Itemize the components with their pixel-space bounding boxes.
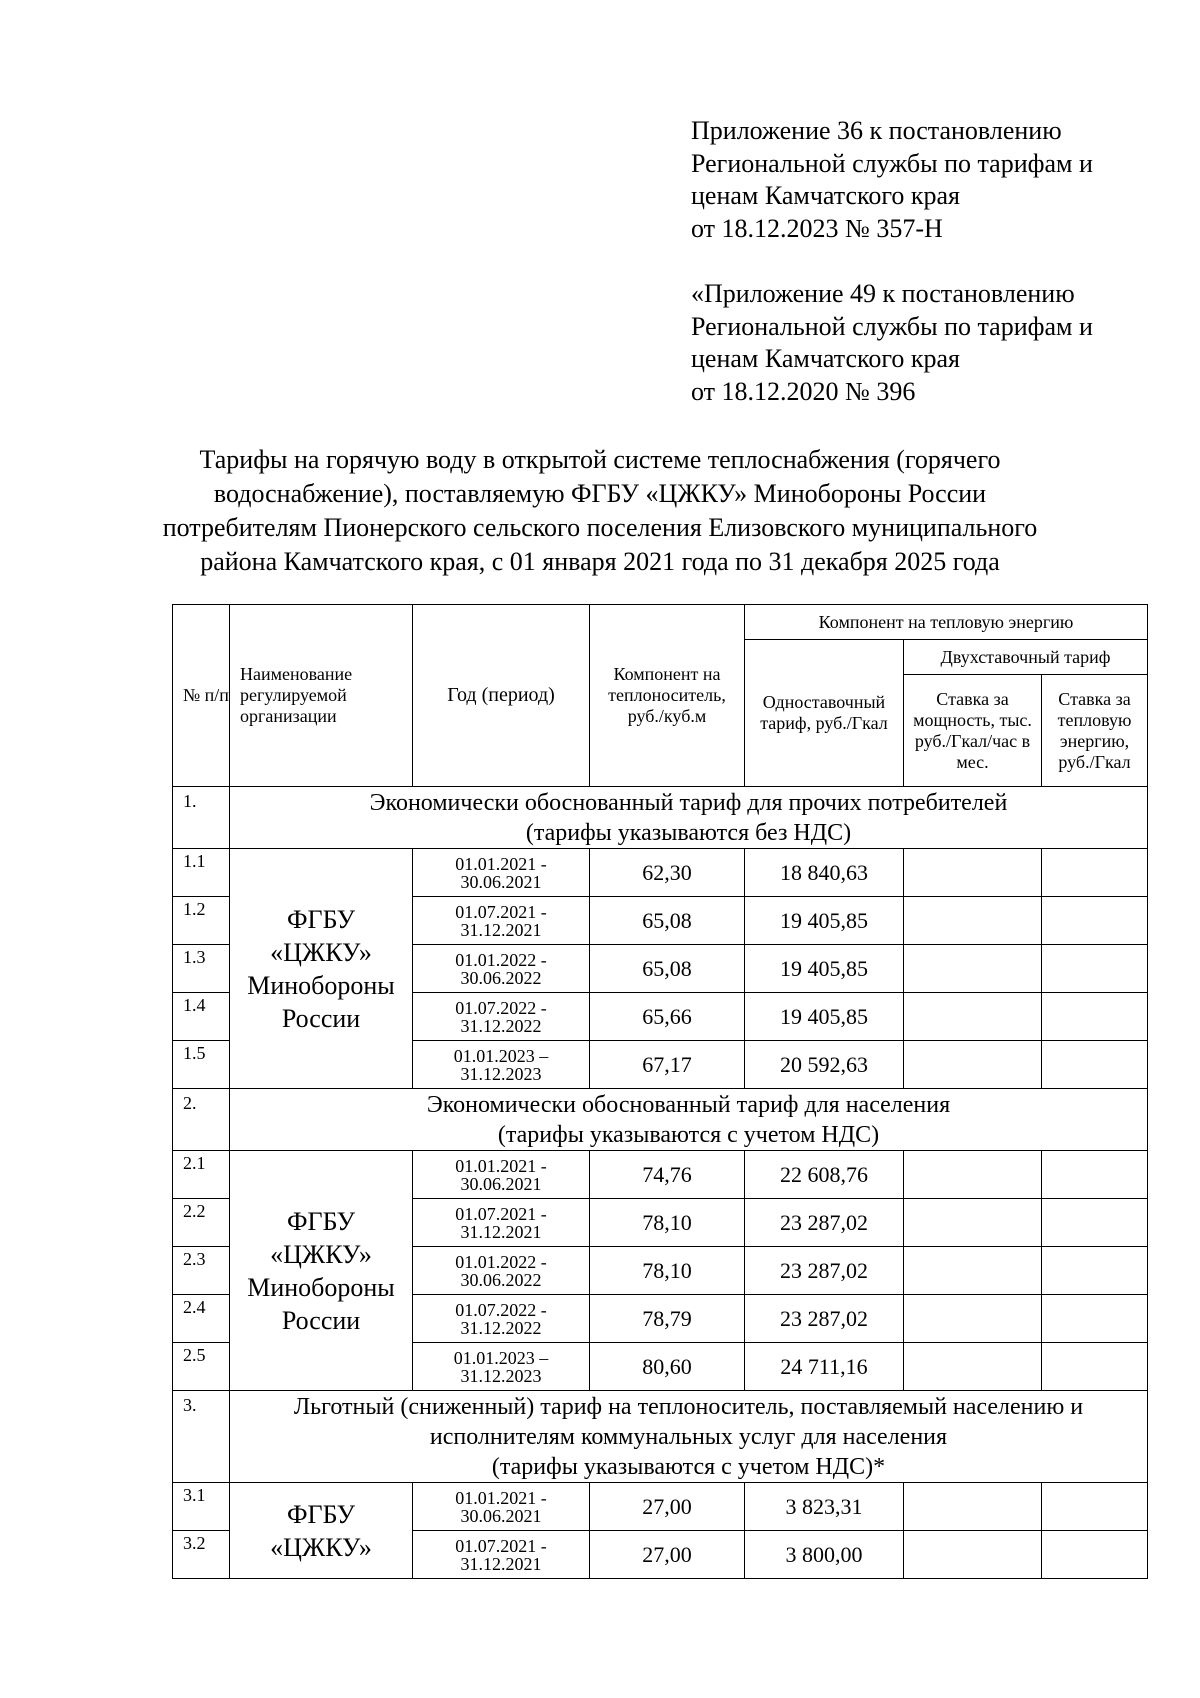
organization-name-line: России: [281, 1305, 361, 1335]
energy-rate-value: [1042, 1041, 1148, 1089]
section-title-line: (тарифы указываются без НДС): [525, 819, 852, 846]
header-org: Наименование регулируемой организации: [230, 605, 413, 787]
period-cell: [413, 1343, 590, 1391]
row-number: 3.1: [173, 1483, 230, 1531]
table-row: [173, 1483, 1148, 1531]
title-line: района Камчатского края, с 01 января 2021 года по 31 декабря 2025 года: [200, 547, 1000, 576]
appendix-line: от 18.12.2023 № 357-Н: [691, 213, 943, 243]
appendix-line: от 18.12.2020 № 396: [691, 376, 916, 406]
energy-rate-value: [1042, 1483, 1148, 1531]
tariff-table: [172, 604, 1148, 1579]
single-rate-value: 3 800,00: [745, 1531, 904, 1579]
header-thermal-group: Компонент на тепловую энергию: [745, 605, 1148, 640]
section-title: [230, 787, 1148, 849]
organization-name-line: «ЦЖКУ»: [270, 1532, 372, 1562]
capacity-rate-value: [904, 1151, 1042, 1199]
period-line: 30.06.2021: [460, 871, 542, 892]
section-header-row: [173, 1089, 1148, 1151]
appendix-line: ценам Камчатского края: [691, 181, 960, 210]
appendix-line: Региональной службы по тарифам и: [691, 148, 1093, 178]
appendix-line: «Приложение 49 к постановлению: [691, 279, 1075, 308]
appendix-line: Приложение 36 к постановлению: [691, 116, 1062, 145]
table-row: [173, 849, 1148, 897]
period-line: 31.12.2021: [460, 1221, 542, 1242]
period-line: 01.01.2021 -: [455, 1155, 547, 1176]
coolant-value: 65,08: [590, 897, 745, 945]
period-line: 01.07.2021 -: [455, 1535, 547, 1556]
section-title-line: Экономически обоснованный тариф для населения: [426, 1091, 951, 1118]
organization-name-line: Минобороны: [247, 970, 395, 1000]
capacity-rate-value: [904, 1531, 1042, 1579]
header-num: № п/п: [173, 605, 230, 787]
row-number: 1.3: [173, 945, 230, 993]
row-number: 2.5: [173, 1343, 230, 1391]
period-line: 01.07.2022 -: [455, 1299, 547, 1320]
row-number: 2.1: [173, 1151, 230, 1199]
coolant-value: 67,17: [590, 1041, 745, 1089]
row-number: 1.5: [173, 1041, 230, 1089]
capacity-rate-value: [904, 1041, 1042, 1089]
section-title-line: Экономически обоснованный тариф для прочих потребителей: [369, 789, 1008, 816]
row-number: 3.2: [173, 1531, 230, 1579]
row-number: 2.2: [173, 1199, 230, 1247]
capacity-rate-value: [904, 897, 1042, 945]
capacity-rate-value: [904, 1247, 1042, 1295]
coolant-value: 65,08: [590, 945, 745, 993]
section-title: [230, 1391, 1148, 1483]
energy-rate-value: [1042, 945, 1148, 993]
coolant-value: 65,66: [590, 993, 745, 1041]
organization-name-line: ФГБУ: [287, 904, 355, 934]
period-cell: [413, 993, 590, 1041]
capacity-rate-value: [904, 1295, 1042, 1343]
period-cell: [413, 1247, 590, 1295]
original-appendix-reference: [691, 278, 1171, 408]
energy-rate-value: [1042, 993, 1148, 1041]
period-line: 01.01.2023 –: [453, 1347, 549, 1368]
single-rate-value: 3 823,31: [745, 1483, 904, 1531]
period-cell: [413, 897, 590, 945]
capacity-rate-value: [904, 1343, 1042, 1391]
coolant-value: 74,76: [590, 1151, 745, 1199]
single-rate-value: 22 608,76: [745, 1151, 904, 1199]
section-number: 1.: [173, 787, 230, 849]
period-line: 31.12.2022: [460, 1015, 542, 1036]
section-number: 3.: [173, 1391, 230, 1483]
period-line: 30.06.2022: [460, 967, 542, 988]
row-number: 1.2: [173, 897, 230, 945]
period-cell: [413, 1199, 590, 1247]
single-rate-value: 19 405,85: [745, 993, 904, 1041]
period-line: 01.07.2022 -: [455, 997, 547, 1018]
coolant-value: 78,10: [590, 1247, 745, 1295]
organization-name: [230, 1483, 413, 1579]
organization-name-line: ФГБУ: [287, 1499, 355, 1529]
coolant-value: 27,00: [590, 1483, 745, 1531]
coolant-value: 27,00: [590, 1531, 745, 1579]
title-line: потребителям Пионерского сельского поселения Елизовского муниципального: [162, 513, 1038, 542]
single-rate-value: 23 287,02: [745, 1295, 904, 1343]
energy-rate-value: [1042, 1295, 1148, 1343]
capacity-rate-value: [904, 1483, 1042, 1531]
single-rate-value: 24 711,16: [745, 1343, 904, 1391]
section-title-line: (тарифы указываются с учетом НДС)*: [491, 1453, 886, 1480]
period-cell: [413, 1531, 590, 1579]
coolant-value: 80,60: [590, 1343, 745, 1391]
single-rate-value: 23 287,02: [745, 1247, 904, 1295]
period-line: 01.01.2023 –: [453, 1045, 549, 1066]
title-line: Тарифы на горячую воду в открытой системе теплоснабжения (горячего: [199, 445, 1001, 474]
section-header-row: [173, 1391, 1148, 1483]
period-line: 01.07.2021 -: [455, 1203, 547, 1224]
energy-rate-value: [1042, 1247, 1148, 1295]
period-line: 01.01.2022 -: [455, 1251, 547, 1272]
table-row: [173, 1151, 1148, 1199]
period-line: 01.07.2021 -: [455, 901, 547, 922]
single-rate-value: 19 405,85: [745, 897, 904, 945]
title-line: водоснабжение), поставляемую ФГБУ «ЦЖКУ» Минобороны России: [213, 479, 987, 508]
organization-name-line: «ЦЖКУ»: [270, 1239, 372, 1269]
single-rate-value: 19 405,85: [745, 945, 904, 993]
period-cell: [413, 849, 590, 897]
single-rate-value: 23 287,02: [745, 1199, 904, 1247]
period-cell: [413, 1295, 590, 1343]
energy-rate-value: [1042, 849, 1148, 897]
coolant-value: 78,79: [590, 1295, 745, 1343]
period-line: 31.12.2022: [460, 1317, 542, 1338]
header-coolant: Компонент на теплоноситель, руб./куб.м: [590, 605, 745, 787]
period-cell: [413, 1151, 590, 1199]
period-line: 01.01.2021 -: [455, 1487, 547, 1508]
header-two-rate-group: Двухставочный тариф: [904, 640, 1148, 675]
energy-rate-value: [1042, 1199, 1148, 1247]
period-line: 31.12.2023: [460, 1063, 542, 1084]
energy-rate-value: [1042, 1151, 1148, 1199]
organization-name-line: ФГБУ: [287, 1206, 355, 1236]
period-cell: [413, 1483, 590, 1531]
section-header-row: [173, 787, 1148, 849]
section-title: [230, 1089, 1148, 1151]
section-number: 2.: [173, 1089, 230, 1151]
section-title-line: исполнителям коммунальных услуг для населения: [429, 1423, 948, 1450]
organization-name: [230, 849, 413, 1089]
energy-rate-value: [1042, 897, 1148, 945]
period-line: 31.12.2021: [460, 1553, 542, 1574]
capacity-rate-value: [904, 1199, 1042, 1247]
header-capacity-rate: Ставка за мощность, тыс. руб./Гкал/час в мес.: [904, 675, 1042, 787]
organization-name-line: России: [281, 1003, 361, 1033]
header-single-rate: Одноставочный тариф, руб./Гкал: [745, 640, 904, 787]
coolant-value: 78,10: [590, 1199, 745, 1247]
organization-name-line: «ЦЖКУ»: [270, 937, 372, 967]
appendix-reference: [691, 115, 1171, 245]
period-line: 01.01.2021 -: [455, 853, 547, 874]
single-rate-value: 18 840,63: [745, 849, 904, 897]
section-title-line: (тарифы указываются с учетом НДС): [497, 1121, 880, 1148]
period-line: 30.06.2021: [460, 1173, 542, 1194]
period-line: 01.01.2022 -: [455, 949, 547, 970]
period-line: 30.06.2022: [460, 1269, 542, 1290]
period-line: 31.12.2021: [460, 919, 542, 940]
capacity-rate-value: [904, 945, 1042, 993]
appendix-line: Региональной службы по тарифам и: [691, 311, 1093, 341]
organization-name-line: Минобороны: [247, 1272, 395, 1302]
energy-rate-value: [1042, 1343, 1148, 1391]
period-line: 30.06.2021: [460, 1505, 542, 1526]
row-number: 2.3: [173, 1247, 230, 1295]
capacity-rate-value: [904, 849, 1042, 897]
energy-rate-value: [1042, 1531, 1148, 1579]
organization-name: [230, 1151, 413, 1391]
header-energy-rate: Ставка за тепловую энергию, руб./Гкал: [1042, 675, 1148, 787]
appendix-line: ценам Камчатского края: [691, 344, 960, 373]
coolant-value: 62,30: [590, 849, 745, 897]
header-period: Год (период): [413, 605, 590, 787]
period-line: 31.12.2023: [460, 1365, 542, 1386]
period-cell: [413, 1041, 590, 1089]
capacity-rate-value: [904, 993, 1042, 1041]
section-title-line: Льготный (сниженный) тариф на теплоноситель, поставляемый населению и: [293, 1393, 1084, 1420]
row-number: 1.1: [173, 849, 230, 897]
period-cell: [413, 945, 590, 993]
row-number: 2.4: [173, 1295, 230, 1343]
single-rate-value: 20 592,63: [745, 1041, 904, 1089]
row-number: 1.4: [173, 993, 230, 1041]
document-title: [150, 443, 1050, 579]
